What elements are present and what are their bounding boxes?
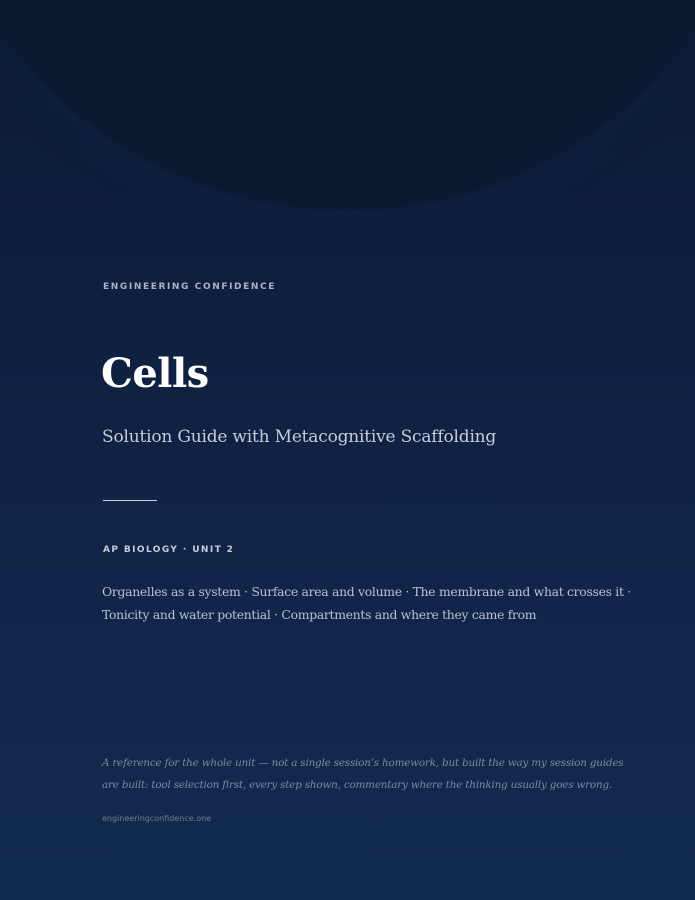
page-title: Cells (101, 350, 209, 397)
website-url: engineeringconfidence.one (102, 814, 212, 823)
note-line: are built: tool selection first, every step shown, commentary where the thinking usually goes wrong. (102, 779, 612, 791)
decorative-arc (0, 0, 695, 210)
page-subtitle: Solution Guide with Metacognitive Scaffolding (102, 427, 497, 447)
note-line: A reference for the whole unit — not a single session’s homework, but built the way my session guides (102, 757, 624, 769)
divider (103, 500, 157, 501)
topic-list (102, 580, 631, 626)
reference-note (102, 752, 622, 796)
topic-line: Tonicity and water potential · Compartments and where they came from (102, 607, 537, 622)
course-label: AP BIOLOGY · UNIT 2 (103, 545, 235, 555)
topic-line: Organelles as a system · Surface area and volume · The membrane and what crosses it · (102, 584, 631, 599)
brand-eyebrow: ENGINEERING CONFIDENCE (103, 282, 276, 292)
